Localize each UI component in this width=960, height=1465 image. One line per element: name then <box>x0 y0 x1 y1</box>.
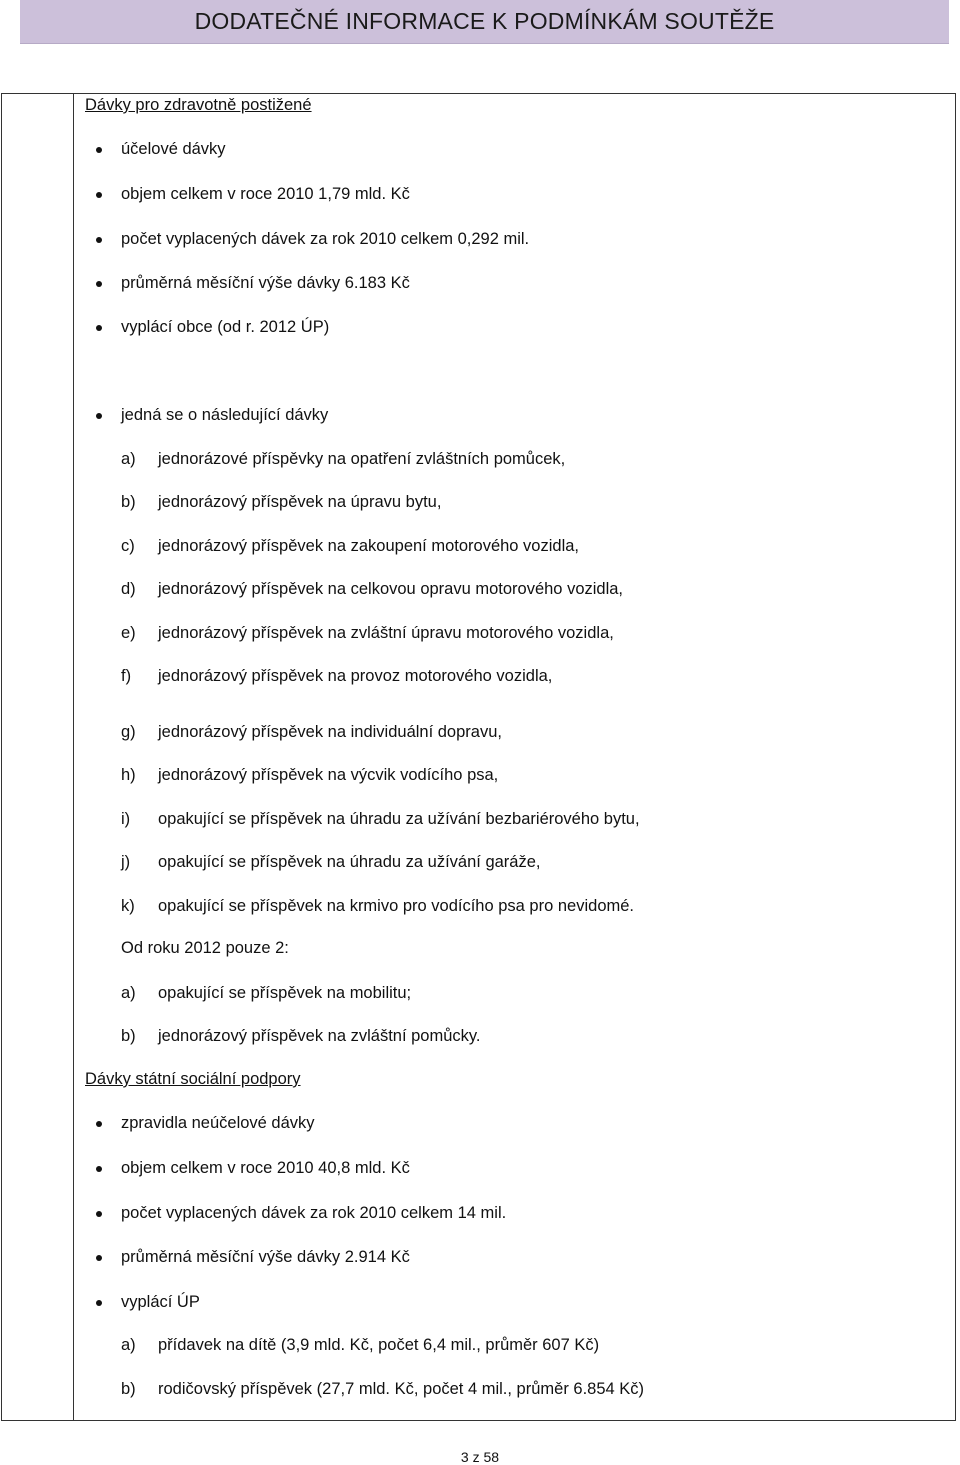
item-text: rodičovský příspěvek (27,7 mld. Kč, počet 4 mil., průměr 6.854 Kč) <box>158 1380 645 1398</box>
item-text: jednorázový příspěvek na celkovou opravu motorového vozidla, <box>158 580 624 598</box>
item-label: b) <box>121 1027 136 1045</box>
item-label: e) <box>121 624 136 642</box>
bullet-icon <box>96 281 102 287</box>
bullet-icon <box>96 147 102 153</box>
section-heading-health: Dávky pro zdravotně postižené <box>85 96 312 114</box>
list-item: objem celkem v roce 2010 1,79 mld. Kč <box>121 185 410 203</box>
item-label: b) <box>121 493 136 511</box>
item-label: j) <box>121 853 131 871</box>
list-item: jedná se o následující dávky <box>121 406 329 424</box>
bullet-icon <box>96 192 102 198</box>
list-item: účelové dávky <box>121 140 226 158</box>
document-header <box>20 0 949 44</box>
bullet-icon <box>96 1121 102 1127</box>
list-item: počet vyplacených dávek za rok 2010 celkem 14 mil. <box>121 1204 507 1222</box>
list-item: počet vyplacených dávek za rok 2010 celkem 0,292 mil. <box>121 230 530 248</box>
item-label: f) <box>121 667 132 685</box>
list-item: zpravidla neúčelové dávky <box>121 1114 315 1132</box>
item-label: d) <box>121 580 136 598</box>
item-label: a) <box>121 450 136 468</box>
since-2012-note: Od roku 2012 pouze 2: <box>121 939 289 957</box>
item-label: k) <box>121 897 135 915</box>
list-item: vyplácí ÚP <box>121 1293 200 1311</box>
bullet-icon <box>96 413 102 419</box>
bullet-icon <box>96 1166 102 1172</box>
bullet-icon <box>96 1211 102 1217</box>
document-title: DODATEČNÉ INFORMACE K PODMÍNKÁM SOUTĚŽE <box>194 8 775 34</box>
item-text: opakující se příspěvek na úhradu za užívání bezbariérového bytu, <box>158 810 640 828</box>
item-text: jednorázový příspěvek na provoz motorového vozidla, <box>158 667 553 685</box>
item-text: opakující se příspěvek na krmivo pro vodícího psa pro nevidomé. <box>158 897 634 915</box>
item-text: jednorázový příspěvek na úpravu bytu, <box>158 493 442 511</box>
bullet-icon <box>96 1255 102 1261</box>
list-item: průměrná měsíční výše dávky 6.183 Kč <box>121 274 410 292</box>
bullet-icon <box>96 1300 102 1306</box>
bullet-icon <box>96 237 102 243</box>
item-label: g) <box>121 723 136 741</box>
item-text: jednorázový příspěvek na zvláštní pomůcky. <box>158 1027 481 1045</box>
item-label: b) <box>121 1380 136 1398</box>
item-label: a) <box>121 984 136 1002</box>
item-text: opakující se příspěvek na úhradu za užívání garáže, <box>158 853 541 871</box>
item-text: jednorázový příspěvek na individuální dopravu, <box>158 723 502 741</box>
column-divider <box>73 93 74 1421</box>
item-label: h) <box>121 766 136 784</box>
item-text: jednorázové příspěvky na opatření zvláštních pomůcek, <box>158 450 566 468</box>
item-label: a) <box>121 1336 136 1354</box>
item-label: c) <box>121 537 135 555</box>
item-label: i) <box>121 810 131 828</box>
item-text: opakující se příspěvek na mobilitu; <box>158 984 412 1002</box>
item-text: jednorázový příspěvek na zakoupení motorového vozidla, <box>158 537 579 555</box>
item-text: přídavek na dítě (3,9 mld. Kč, počet 6,4 mil., průměr 607 Kč) <box>158 1336 600 1354</box>
page-number: 3 z 58 <box>460 1449 500 1465</box>
item-text: jednorázový příspěvek na zvláštní úpravu motorového vozidla, <box>158 624 614 642</box>
bullet-icon <box>96 325 102 331</box>
section-heading-state-support: Dávky státní sociální podpory <box>85 1070 301 1088</box>
list-item: objem celkem v roce 2010 40,8 mld. Kč <box>121 1159 410 1177</box>
item-text: jednorázový příspěvek na výcvik vodícího psa, <box>158 766 499 784</box>
list-item: průměrná měsíční výše dávky 2.914 Kč <box>121 1248 410 1266</box>
list-item: vyplácí obce (od r. 2012 ÚP) <box>121 318 330 336</box>
